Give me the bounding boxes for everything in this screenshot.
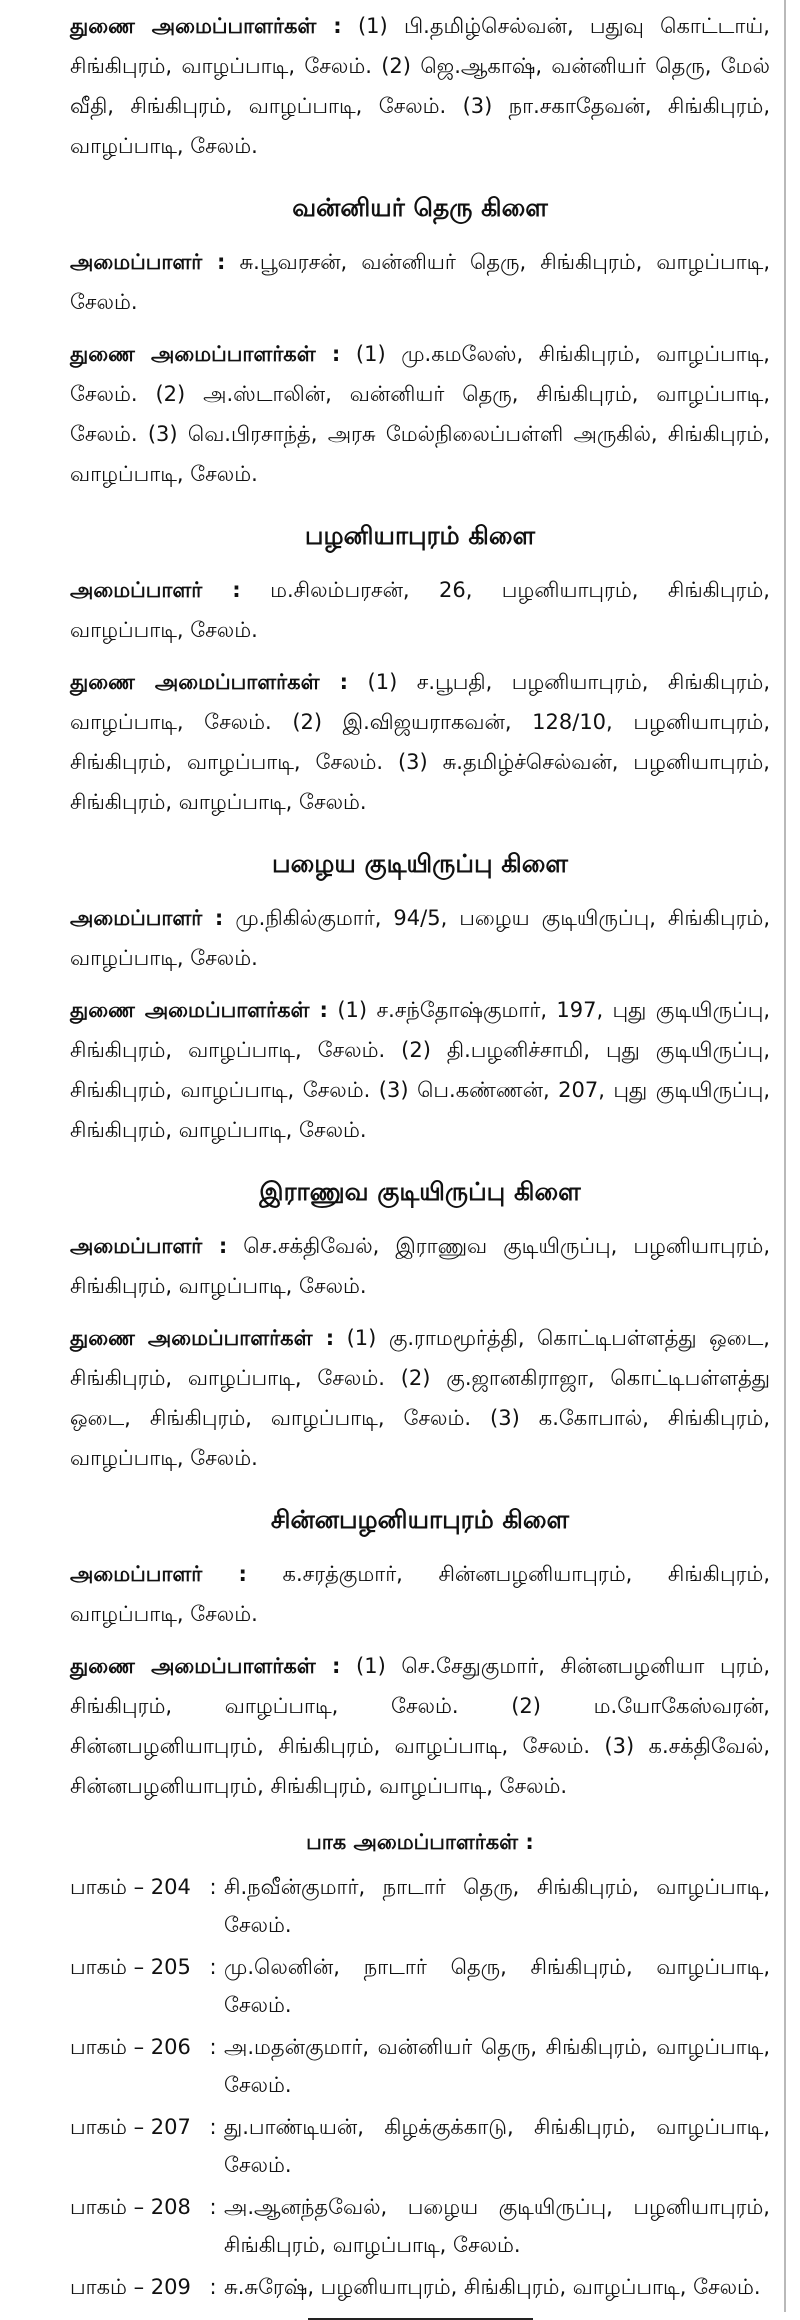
booth-detail: சு.சுரேஷ், பழனியாபுரம், சிங்கிபுரம், வாழப்பாடி, சேலம். [224, 2275, 761, 2299]
booth-row [70, 2268, 770, 2306]
branch-organizer [70, 1226, 770, 1306]
deputies-label: துணை அமைப்பாளர்கள் : [70, 1326, 335, 1350]
booth-detail: அ.மதன்குமார், வன்னியர் தெரு, சிங்கிபுரம், வாழப்பாடி, சேலம். [224, 2035, 770, 2097]
booth-label: பாகம் – 209 [70, 2275, 191, 2299]
booth-section-title: பாக அமைப்பாளர்கள் : [306, 1830, 534, 1854]
branch-title: இராணுவ குடியிருப்பு கிளை [259, 1177, 581, 1206]
branch-deputies [70, 990, 770, 1150]
booth-row [70, 2028, 770, 2104]
booth-label: பாகம் – 204 [70, 1875, 191, 1899]
branch-organizer [70, 1554, 770, 1634]
deputies-label: துணை அமைப்பாளர்கள் : [70, 342, 341, 366]
organizer-label: அமைப்பாளர் : [70, 1562, 247, 1586]
booth-detail: அ.ஆனந்தவேல், பழைய குடியிருப்பு, பழனியாபுரம், சிங்கிபுரம், வாழப்பாடி, சேலம். [224, 2195, 770, 2257]
booth-separator: : [209, 1875, 217, 1899]
organizer-text: ம.சிலம்பரசன், 26, பழனியாபுரம், சிங்கிபுரம், வாழப்பாடி, சேலம். [70, 578, 770, 642]
intro-deputies-label: துணை அமைப்பாளர்கள் : [70, 14, 342, 38]
branch-organizer [70, 898, 770, 978]
booth-separator: : [209, 2275, 217, 2299]
organizer-text: க.சரத்குமார், சின்னபழனியாபுரம், சிங்கிபுரம், வாழப்பாடி, சேலம். [70, 1562, 770, 1626]
booth-label: பாகம் – 205 [70, 1955, 191, 1979]
booth-detail: து.பாண்டியன், கிழக்குக்காடு, சிங்கிபுரம், வாழப்பாடி, சேலம். [224, 2115, 770, 2177]
booth-row [70, 2188, 770, 2264]
booth-label: பாகம் – 206 [70, 2035, 191, 2059]
booth-row [70, 1868, 770, 1944]
intro-deputies [70, 6, 770, 166]
branch-title: சின்னபழனியாபுரம் கிளை [270, 1505, 570, 1534]
branch-deputies [70, 662, 770, 822]
deputies-text: (1) ச.பூபதி, பழனியாபுரம், சிங்கிபுரம், வாழப்பாடி, சேலம். (2) இ.விஜயராகவன், 128/10, பழனியாபுரம், சிங்கிபுரம், வாழப்பாடி, சேலம். (3) சு.தமிழ்ச்செல்வன், பழனியாபுரம், சிங்கிபுரம், வாழப்பாடி, சேலம். [70, 670, 770, 814]
deputies-text: (1) செ.சேதுகுமார், சின்னபழனியா புரம், சிங்கிபுரம், வாழப்பாடி, சேலம். (2) ம.யோகேஸ்வரன், சின்னபழனியாபுரம், சிங்கிபுரம், வாழப்பாடி, சேலம். (3) க.சக்திவேல், சின்னபழனியாபுரம், சிங்கிபுரம், வாழப்பாடி, சேலம். [70, 1654, 770, 1798]
branch-title: வன்னியர் தெரு கிளை [292, 193, 548, 222]
organizer-text: சு.பூவரசன், வன்னியர் தெரு, சிங்கிபுரம், வாழப்பாடி, சேலம். [70, 250, 770, 314]
booth-label: பாகம் – 208 [70, 2195, 191, 2219]
page-edge-line [784, 0, 786, 2312]
booth-separator: : [209, 2195, 217, 2219]
organizer-text: செ.சக்திவேல், இராணுவ குடியிருப்பு, பழனியாபுரம், சிங்கிபுரம், வாழப்பாடி, சேலம். [70, 1234, 770, 1298]
branch-title: பழனியாபுரம் கிளை [304, 521, 536, 550]
deputies-label: துணை அமைப்பாளர்கள் : [70, 1654, 341, 1678]
deputies-text: (1) மு.கமலேஸ், சிங்கிபுரம், வாழப்பாடி, சேலம். (2) அ.ஸ்டாலின், வன்னியர் தெரு, சிங்கிபுரம், வாழப்பாடி, சேலம். (3) வெ.பிரசாந்த், அரசு மேல்நிலைப்பள்ளி அருகில், சிங்கிபுரம், வாழப்பாடி, சேலம். [70, 342, 770, 486]
branch-deputies [70, 1646, 770, 1806]
deputies-label: துணை அமைப்பாளர்கள் : [70, 998, 328, 1022]
booth-detail: சி.நவீன்குமார், நாடார் தெரு, சிங்கிபுரம், வாழப்பாடி, சேலம். [224, 1875, 770, 1937]
booth-detail: மு.லெனின், நாடார் தெரு, சிங்கிபுரம், வாழப்பாடி, சேலம். [224, 1955, 770, 2017]
booth-separator: : [209, 1955, 217, 1979]
booth-label: பாகம் – 207 [70, 2115, 191, 2139]
deputies-text: (1) கு.ராமமூர்த்தி, கொட்டிபள்ளத்து ஒடை, சிங்கிபுரம், வாழப்பாடி, சேலம். (2) கு.ஜானகிராஜா, கொட்டிபள்ளத்து ஒடை, சிங்கிபுரம், வாழப்பாடி, சேலம். (3) க.கோபால், சிங்கிபுரம், வாழப்பாடி, சேலம். [70, 1326, 770, 1470]
organizer-label: அமைப்பாளர் : [70, 1234, 228, 1258]
booth-row [70, 1948, 770, 2024]
organizer-label: அமைப்பாளர் : [70, 578, 241, 602]
branch-organizer [70, 570, 770, 650]
deputies-text: (1) ச.சந்தோஷ்குமார், 197, புது குடியிருப்பு, சிங்கிபுரம், வாழப்பாடி, சேலம். (2) தி.பழனிச்சாமி, புது குடியிருப்பு, சிங்கிபுரம், வாழப்பாடி, சேலம். (3) பெ.கண்ணன், 207, புது குடியிருப்பு, சிங்கிபுரம், வாழப்பாடி, சேலம். [70, 998, 770, 1142]
branch-deputies [70, 334, 770, 494]
organizer-label: அமைப்பாளர் : [70, 250, 226, 274]
branch-organizer [70, 242, 770, 322]
organizer-label: அமைப்பாளர் : [70, 906, 224, 930]
booth-separator: : [209, 2035, 217, 2059]
organizer-text: மு.நிகில்குமார், 94/5, பழைய குடியிருப்பு, சிங்கிபுரம், வாழப்பாடி, சேலம். [70, 906, 770, 970]
booth-separator: : [209, 2115, 217, 2139]
branch-title: பழைய குடியிருப்பு கிளை [272, 849, 568, 878]
branch-deputies [70, 1318, 770, 1478]
booth-row [70, 2108, 770, 2184]
intro-deputies-text: (1) பி.தமிழ்செல்வன், பதுவு கொட்டாய், சிங்கிபுரம், வாழப்பாடி, சேலம். (2) ஜெ.ஆகாஷ், வன்னியர் தெரு, மேல் வீதி, சிங்கிபுரம், வாழப்பாடி, சேலம். (3) நா.சகாதேவன், சிங்கிபுரம், வாழப்பாடி, சேலம். [70, 14, 770, 158]
deputies-label: துணை அமைப்பாளர்கள் : [70, 670, 349, 694]
